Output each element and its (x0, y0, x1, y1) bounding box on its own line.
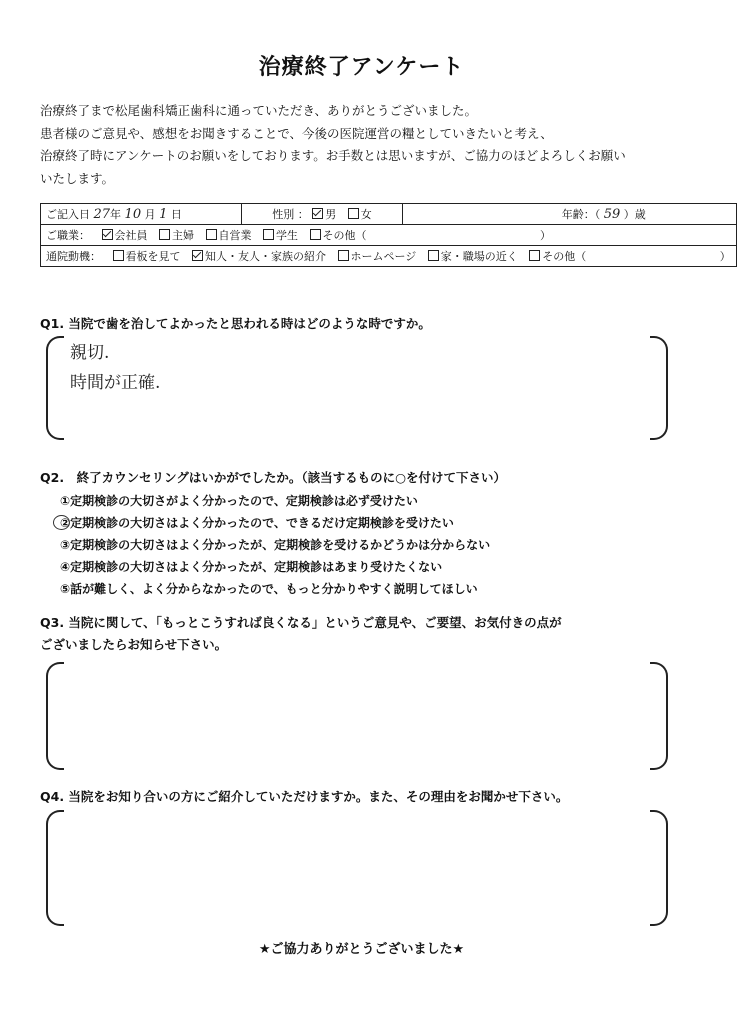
job-option: 自営業 (218, 229, 252, 242)
q2-options (60, 490, 490, 600)
age-cell (403, 204, 737, 225)
q2-option-text: ②定期検診の大切さはよく分かったので、できるだけ定期検診を受けたい (60, 516, 454, 530)
checkbox-female[interactable] (348, 208, 359, 219)
checkbox-male[interactable] (312, 208, 323, 219)
motive-label: 通院動機： (46, 250, 101, 263)
checkbox-job-student[interactable] (263, 229, 274, 240)
month-unit: 月 (144, 208, 156, 221)
date-cell (41, 204, 242, 225)
q3-bracket-left (46, 662, 64, 770)
info-row-basic (41, 204, 737, 225)
q4-answer-field[interactable] (70, 812, 640, 920)
year-unit: 年 (110, 208, 122, 221)
date-month[interactable]: 10 (124, 207, 142, 222)
checkbox-job-other[interactable] (310, 229, 321, 240)
q3-answer-field[interactable] (70, 664, 640, 764)
selection-circle (53, 515, 70, 530)
checkbox-motive-signboard[interactable] (113, 250, 124, 261)
job-cell (41, 225, 737, 246)
q1-question: Q1. 当院で歯を治してよかったと思われる時はどのような時ですか。 (40, 316, 431, 331)
job-option: その他（ (322, 229, 367, 242)
checkbox-motive-other[interactable] (529, 250, 540, 261)
q3-bracket-right (650, 662, 668, 770)
q2-option-text: ④定期検診の大切さはよく分かったが、定期検診はあまり受けたくない (60, 560, 443, 574)
checkbox-motive-referral[interactable] (192, 250, 203, 261)
page-title: 治療終了アンケート (258, 55, 465, 80)
date-label: ご記入日 (46, 208, 90, 221)
q2-option-selected[interactable] (60, 512, 490, 534)
job-close: ） (540, 229, 551, 242)
job-option: 会社員 (114, 229, 148, 242)
info-table (40, 203, 737, 267)
motive-option: 家・職場の近く (440, 250, 518, 263)
checkbox-motive-homepage[interactable] (338, 250, 349, 261)
intro-line: 治療終了時にアンケートのお願いをしております。お手数とは思いますが、ご協力のほどよろしくお願い (40, 148, 626, 163)
q3-question-line: Q3. 当院に関して、「もっとこうすれば良くなる」というご意見や、ご要望、お気付きの点が (40, 615, 562, 630)
q2-option[interactable] (60, 556, 490, 578)
intro-line: いたします。 (40, 170, 115, 186)
gender-label: 性別 ： (272, 208, 309, 221)
motive-close: ） (719, 250, 731, 263)
checkbox-motive-nearby[interactable] (428, 250, 439, 261)
q2-question: Q2. 終了カウンセリングはいかがでしたか。（該当するものに○を付けて下さい） (40, 470, 506, 485)
day-unit: 日 (170, 208, 182, 221)
q1-answer-line: 親切. (70, 343, 110, 363)
date-year[interactable]: 27 (93, 207, 111, 222)
date-day[interactable]: 1 (159, 207, 168, 222)
gender-male-label: 男 (325, 208, 337, 221)
intro-line: 治療終了まで松尾歯科矯正歯科に通っていただき、ありがとうございました。 (40, 103, 478, 118)
q1-bracket-left (46, 336, 64, 440)
motive-option: その他（ (542, 250, 587, 263)
q1-bracket-right (650, 336, 668, 440)
q2-option-text: ①定期検診の大切さがよく分かったので、定期検診は必ず受けたい (60, 494, 418, 508)
q3-question-line: ございましたらお知らせ下さい。 (40, 637, 228, 652)
checkbox-job-employee[interactable] (102, 229, 113, 240)
gender-cell (242, 204, 403, 225)
age-unit: ）歳 (623, 208, 646, 221)
q3-question (40, 612, 562, 656)
motive-option: 看板を見て (125, 250, 181, 263)
job-label: ご職業： (46, 229, 90, 242)
intro-text (40, 100, 690, 190)
q2-option[interactable] (60, 534, 490, 556)
q2-option-text: ⑤話が難しく、よく分からなかったので、もっと分かりやすく説明してほしい (60, 582, 478, 596)
thanks-message: ★ご協力ありがとうございました★ (258, 942, 465, 957)
gender-female-label: 女 (360, 208, 372, 221)
q2-option[interactable] (60, 578, 490, 600)
checkbox-job-housewife[interactable] (159, 229, 170, 240)
q1-answer-field[interactable] (70, 338, 640, 434)
age-label: 年齢：（ (561, 208, 601, 221)
motive-option: ホームページ (350, 250, 417, 263)
intro-line: 患者様のご意見や、感想をお聞きすることで、今後の医院運営の糧としていきたいと考え、 (40, 125, 553, 141)
q1-answer-line: 時間が正確. (70, 373, 161, 393)
q2-option-text: ③定期検診の大切さはよく分かったが、定期検診を受けるかどうかは分からない (60, 538, 491, 552)
q4-bracket-left (46, 810, 64, 926)
job-option: 主婦 (172, 229, 194, 242)
q2-option[interactable] (60, 490, 490, 512)
info-row-job (41, 225, 737, 246)
job-option: 学生 (276, 229, 298, 242)
motive-cell (41, 246, 737, 267)
q4-bracket-right (650, 810, 668, 926)
info-row-motive (41, 246, 737, 267)
checkbox-job-self-employed[interactable] (206, 229, 217, 240)
q4-question: Q4. 当院をお知り合いの方にご紹介していただけますか。また、その理由をお聞かせ下さい。 (40, 789, 569, 804)
age-value[interactable]: 59 (603, 207, 621, 222)
motive-option: 知人・友人・家族の紹介 (205, 250, 326, 263)
